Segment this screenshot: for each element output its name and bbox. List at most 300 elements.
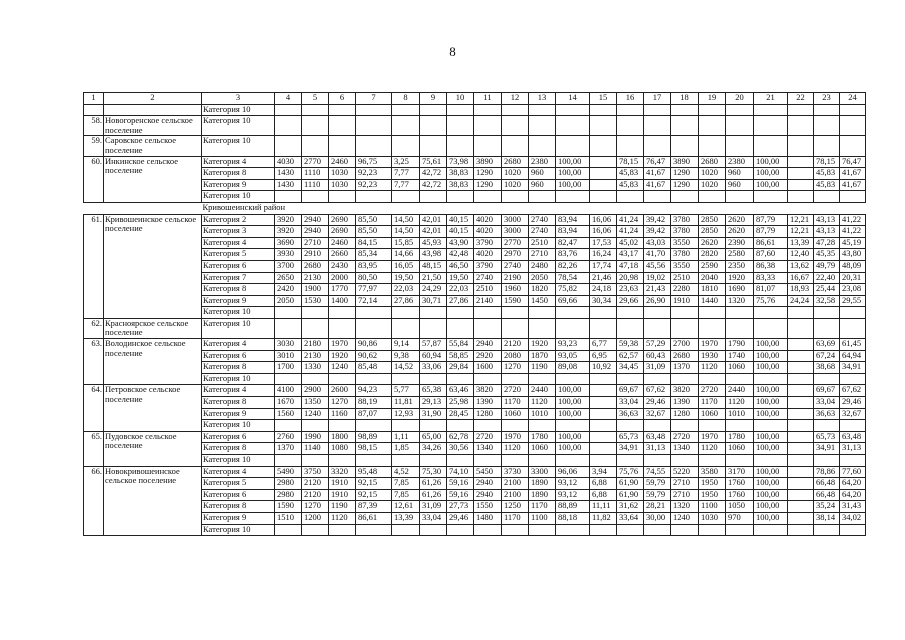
- value-cell: 1690: [726, 284, 754, 296]
- table-row: [84, 237, 866, 249]
- value-cell: 75,82: [556, 284, 590, 296]
- value-cell: 30,34: [590, 295, 617, 307]
- value-cell: [788, 385, 814, 397]
- value-cell: 1060: [726, 362, 754, 374]
- value-cell: 1800: [329, 431, 356, 443]
- value-cell: 2740: [529, 226, 556, 238]
- value-cell: [590, 443, 617, 455]
- value-cell: 2720: [699, 385, 726, 397]
- value-cell: 33,06: [420, 362, 447, 374]
- value-cell: 75,76: [617, 466, 644, 478]
- value-cell: [590, 524, 617, 536]
- value-cell: 27,86: [447, 295, 474, 307]
- category-cell: Категория 10: [202, 373, 275, 385]
- value-cell: [302, 191, 329, 203]
- value-cell: [726, 191, 754, 203]
- value-cell: [788, 466, 814, 478]
- value-cell: 45,83: [814, 168, 840, 180]
- value-cell: [788, 455, 814, 467]
- value-cell: [644, 455, 671, 467]
- value-cell: [726, 307, 754, 319]
- value-cell: 1510: [275, 512, 302, 524]
- value-cell: 1120: [699, 443, 726, 455]
- category-cell: Категория 10: [202, 524, 275, 536]
- value-cell: [699, 116, 726, 136]
- value-cell: 2460: [329, 237, 356, 249]
- value-cell: 29,46: [644, 397, 671, 409]
- value-cell: [590, 373, 617, 385]
- value-cell: 1050: [726, 501, 754, 513]
- value-cell: 92,15: [356, 489, 392, 501]
- value-cell: [814, 191, 840, 203]
- value-cell: 78,54: [556, 272, 590, 284]
- value-cell: [356, 136, 392, 156]
- value-cell: 95,48: [356, 466, 392, 478]
- value-cell: 9,38: [392, 350, 420, 362]
- category-cell: Категория 7: [202, 272, 275, 284]
- value-cell: 100,00: [556, 431, 590, 443]
- value-cell: [788, 168, 814, 180]
- value-cell: [392, 373, 420, 385]
- settlement-name: Саровское сельское поселение: [104, 136, 202, 156]
- value-cell: [814, 373, 840, 385]
- settlement-name: Новокривошеинское сельское поселение: [104, 466, 202, 536]
- value-cell: 92,15: [356, 478, 392, 490]
- table-row: [84, 136, 866, 156]
- value-cell: 3780: [671, 226, 699, 238]
- value-cell: 61,26: [420, 478, 447, 490]
- value-cell: [699, 373, 726, 385]
- value-cell: [556, 307, 590, 319]
- value-cell: 90,86: [356, 339, 392, 351]
- column-header: 5: [302, 93, 329, 105]
- value-cell: [840, 420, 866, 432]
- value-cell: 2380: [726, 156, 754, 168]
- value-cell: 2770: [502, 237, 529, 249]
- value-cell: 7,77: [392, 168, 420, 180]
- category-cell: Категория 10: [202, 420, 275, 432]
- value-cell: 60,43: [644, 350, 671, 362]
- category-cell: Категория 6: [202, 489, 275, 501]
- value-cell: 29,66: [617, 295, 644, 307]
- value-cell: 1550: [474, 501, 502, 513]
- value-cell: [420, 524, 447, 536]
- value-cell: [699, 191, 726, 203]
- value-cell: 88,18: [556, 512, 590, 524]
- value-cell: 41,67: [644, 179, 671, 191]
- value-cell: [420, 307, 447, 319]
- value-cell: 65,38: [420, 385, 447, 397]
- district-blank-cell: [556, 202, 590, 214]
- value-cell: 1990: [302, 431, 329, 443]
- value-cell: [447, 116, 474, 136]
- value-cell: [474, 524, 502, 536]
- value-cell: 13,62: [788, 260, 814, 272]
- value-cell: [590, 420, 617, 432]
- value-cell: 1430: [275, 179, 302, 191]
- value-cell: [814, 524, 840, 536]
- value-cell: 2700: [671, 339, 699, 351]
- value-cell: 2850: [699, 214, 726, 226]
- value-cell: [840, 455, 866, 467]
- value-cell: 1290: [671, 179, 699, 191]
- value-cell: 1030: [329, 168, 356, 180]
- value-cell: 1020: [699, 168, 726, 180]
- value-cell: [392, 307, 420, 319]
- value-cell: 1200: [302, 512, 329, 524]
- value-cell: 47,28: [814, 237, 840, 249]
- value-cell: 1810: [699, 284, 726, 296]
- value-cell: 43,98: [420, 249, 447, 261]
- value-cell: 16,06: [590, 214, 617, 226]
- value-cell: 2460: [329, 156, 356, 168]
- value-cell: 22,40: [814, 272, 840, 284]
- value-cell: 12,61: [392, 501, 420, 513]
- value-cell: 6,77: [590, 339, 617, 351]
- category-cell: Категория 2: [202, 214, 275, 226]
- value-cell: [840, 116, 866, 136]
- category-cell: Категория 8: [202, 443, 275, 455]
- value-cell: 3580: [699, 466, 726, 478]
- value-cell: 27,73: [447, 501, 474, 513]
- value-cell: [302, 307, 329, 319]
- value-cell: 1030: [699, 512, 726, 524]
- value-cell: 1010: [529, 408, 556, 420]
- value-cell: [788, 478, 814, 490]
- value-cell: 1170: [529, 501, 556, 513]
- value-cell: 1160: [329, 408, 356, 420]
- value-cell: [617, 191, 644, 203]
- category-cell: Категория 10: [202, 455, 275, 467]
- value-cell: 14,66: [392, 249, 420, 261]
- value-cell: 1740: [726, 350, 754, 362]
- value-cell: 87,79: [754, 226, 788, 238]
- value-cell: 67,24: [814, 350, 840, 362]
- value-cell: 87,79: [754, 214, 788, 226]
- value-cell: 1910: [671, 295, 699, 307]
- value-cell: 2380: [529, 156, 556, 168]
- value-cell: 75,76: [754, 295, 788, 307]
- settlement-number: 66.: [84, 466, 104, 536]
- value-cell: 46,50: [447, 260, 474, 272]
- value-cell: 100,00: [754, 362, 788, 374]
- value-cell: [814, 116, 840, 136]
- value-cell: [556, 104, 590, 116]
- value-cell: [699, 524, 726, 536]
- value-cell: 3,94: [590, 466, 617, 478]
- value-cell: 26,90: [644, 295, 671, 307]
- column-header: 17: [644, 93, 671, 105]
- value-cell: 48,09: [840, 260, 866, 272]
- value-cell: [529, 104, 556, 116]
- value-cell: [392, 136, 420, 156]
- value-cell: 88,19: [356, 397, 392, 409]
- value-cell: [502, 307, 529, 319]
- category-cell: Категория 4: [202, 237, 275, 249]
- value-cell: 2720: [671, 431, 699, 443]
- value-cell: 5220: [671, 466, 699, 478]
- value-cell: [356, 307, 392, 319]
- category-cell: Категория 3: [202, 226, 275, 238]
- value-cell: 1390: [474, 397, 502, 409]
- value-cell: 16,05: [392, 260, 420, 272]
- value-cell: 85,50: [356, 226, 392, 238]
- value-cell: 24,18: [590, 284, 617, 296]
- value-cell: [529, 524, 556, 536]
- value-cell: [447, 455, 474, 467]
- table-row: [84, 318, 866, 338]
- value-cell: 2390: [726, 237, 754, 249]
- value-cell: [502, 136, 529, 156]
- value-cell: 62,78: [447, 431, 474, 443]
- value-cell: 2120: [502, 339, 529, 351]
- value-cell: 27,86: [392, 295, 420, 307]
- value-cell: 2350: [726, 260, 754, 272]
- value-cell: [590, 408, 617, 420]
- settlement-name: Петровское сельское поселение: [104, 385, 202, 431]
- value-cell: 4030: [275, 156, 302, 168]
- value-cell: [617, 373, 644, 385]
- district-blank-cell: [529, 202, 556, 214]
- value-cell: [420, 104, 447, 116]
- value-cell: 3890: [474, 156, 502, 168]
- value-cell: 59,16: [447, 489, 474, 501]
- value-cell: 19,02: [644, 272, 671, 284]
- value-cell: 1890: [529, 489, 556, 501]
- value-cell: [590, 156, 617, 168]
- value-cell: 1240: [671, 512, 699, 524]
- table-row: [84, 385, 866, 397]
- value-cell: 2590: [699, 260, 726, 272]
- column-header: 1: [84, 93, 104, 105]
- value-cell: [644, 524, 671, 536]
- settlement-name: [104, 104, 202, 116]
- value-cell: 16,24: [590, 249, 617, 261]
- value-cell: 31,43: [840, 501, 866, 513]
- value-cell: 2510: [474, 284, 502, 296]
- value-cell: 1,11: [392, 431, 420, 443]
- value-cell: [644, 136, 671, 156]
- value-cell: 1970: [699, 339, 726, 351]
- value-cell: 1590: [275, 501, 302, 513]
- value-cell: 29,46: [840, 397, 866, 409]
- value-cell: [617, 307, 644, 319]
- value-cell: 3550: [671, 260, 699, 272]
- table-row: [84, 295, 866, 307]
- district-blank-cell: [104, 202, 202, 214]
- value-cell: 63,46: [447, 385, 474, 397]
- value-cell: [275, 191, 302, 203]
- value-cell: [529, 307, 556, 319]
- value-cell: 93,23: [556, 339, 590, 351]
- value-cell: [392, 524, 420, 536]
- value-cell: [275, 455, 302, 467]
- value-cell: 67,62: [840, 385, 866, 397]
- value-cell: 100,00: [556, 156, 590, 168]
- value-cell: 85,50: [356, 214, 392, 226]
- value-cell: 1320: [671, 501, 699, 513]
- value-cell: [644, 116, 671, 136]
- value-cell: [275, 318, 302, 338]
- value-cell: [420, 373, 447, 385]
- category-cell: Категория 8: [202, 284, 275, 296]
- table-row: [84, 350, 866, 362]
- value-cell: 100,00: [754, 339, 788, 351]
- data-table: [83, 92, 866, 536]
- value-cell: 2770: [302, 156, 329, 168]
- value-cell: 38,83: [447, 179, 474, 191]
- value-cell: 45,83: [617, 179, 644, 191]
- value-cell: 89,08: [556, 362, 590, 374]
- value-cell: [329, 318, 356, 338]
- value-cell: 1350: [302, 397, 329, 409]
- value-cell: 2940: [302, 226, 329, 238]
- value-cell: [392, 191, 420, 203]
- value-cell: 1370: [671, 362, 699, 374]
- value-cell: 83,95: [356, 260, 392, 272]
- value-cell: 45,83: [814, 179, 840, 191]
- table-row: [84, 466, 866, 478]
- value-cell: [474, 455, 502, 467]
- page-number: 8: [449, 44, 456, 59]
- value-cell: 64,20: [840, 489, 866, 501]
- value-cell: [329, 373, 356, 385]
- value-cell: [788, 156, 814, 168]
- value-cell: 29,55: [840, 295, 866, 307]
- value-cell: 41,67: [644, 168, 671, 180]
- value-cell: 48,15: [420, 260, 447, 272]
- settlement-name: Володинское сельское поселение: [104, 339, 202, 385]
- value-cell: 1340: [474, 443, 502, 455]
- value-cell: [590, 397, 617, 409]
- value-cell: 41,22: [840, 214, 866, 226]
- value-cell: 61,26: [420, 489, 447, 501]
- value-cell: 2710: [671, 478, 699, 490]
- value-cell: 39,42: [644, 214, 671, 226]
- value-cell: 1120: [329, 512, 356, 524]
- value-cell: 1120: [726, 397, 754, 409]
- value-cell: 83,94: [556, 214, 590, 226]
- value-cell: [788, 420, 814, 432]
- table-row: [84, 168, 866, 180]
- value-cell: 1910: [329, 489, 356, 501]
- value-cell: 45,56: [644, 260, 671, 272]
- value-cell: 63,48: [644, 431, 671, 443]
- value-cell: 20,31: [840, 272, 866, 284]
- value-cell: [502, 104, 529, 116]
- value-cell: [788, 373, 814, 385]
- value-cell: [275, 136, 302, 156]
- value-cell: [302, 318, 329, 338]
- value-cell: [699, 420, 726, 432]
- value-cell: [556, 116, 590, 136]
- value-cell: 1760: [726, 489, 754, 501]
- value-cell: [556, 373, 590, 385]
- value-cell: 32,58: [814, 295, 840, 307]
- value-cell: 100,00: [754, 478, 788, 490]
- table-row: [84, 214, 866, 226]
- value-cell: [392, 318, 420, 338]
- value-cell: [502, 318, 529, 338]
- column-header: 6: [329, 93, 356, 105]
- value-cell: [590, 385, 617, 397]
- value-cell: [356, 420, 392, 432]
- value-cell: 1270: [502, 362, 529, 374]
- value-cell: 2050: [529, 272, 556, 284]
- value-cell: 24,29: [420, 284, 447, 296]
- value-cell: [788, 339, 814, 351]
- value-cell: 2480: [529, 260, 556, 272]
- value-cell: 2130: [302, 272, 329, 284]
- value-cell: 25,44: [814, 284, 840, 296]
- value-cell: [590, 179, 617, 191]
- value-cell: 12,93: [392, 408, 420, 420]
- value-cell: [329, 455, 356, 467]
- category-cell: Категория 8: [202, 168, 275, 180]
- value-cell: [556, 136, 590, 156]
- value-cell: [420, 318, 447, 338]
- column-header: 16: [617, 93, 644, 105]
- category-cell: Категория 9: [202, 295, 275, 307]
- value-cell: [754, 307, 788, 319]
- value-cell: [590, 191, 617, 203]
- value-cell: 1790: [726, 339, 754, 351]
- value-cell: [671, 307, 699, 319]
- value-cell: [474, 318, 502, 338]
- value-cell: 1100: [699, 501, 726, 513]
- value-cell: 1290: [474, 168, 502, 180]
- value-cell: 93,05: [556, 350, 590, 362]
- value-cell: 59,79: [644, 489, 671, 501]
- settlement-name: Кривошеинское сельское поселение: [104, 214, 202, 318]
- value-cell: 83,33: [754, 272, 788, 284]
- district-blank-cell: [474, 202, 502, 214]
- value-cell: 6,88: [590, 489, 617, 501]
- value-cell: 15,85: [392, 237, 420, 249]
- value-cell: 66,48: [814, 489, 840, 501]
- value-cell: 34,26: [420, 443, 447, 455]
- value-cell: 1250: [502, 501, 529, 513]
- value-cell: 1280: [671, 408, 699, 420]
- value-cell: 1920: [329, 350, 356, 362]
- value-cell: 76,47: [840, 156, 866, 168]
- category-cell: Категория 8: [202, 397, 275, 409]
- value-cell: 1290: [671, 168, 699, 180]
- value-cell: 12,40: [788, 249, 814, 261]
- value-cell: 3780: [671, 249, 699, 261]
- value-cell: 34,91: [617, 443, 644, 455]
- value-cell: 2600: [329, 385, 356, 397]
- value-cell: 9,14: [392, 339, 420, 351]
- value-cell: 2690: [329, 226, 356, 238]
- value-cell: 100,00: [754, 179, 788, 191]
- value-cell: 1900: [302, 284, 329, 296]
- value-cell: [814, 455, 840, 467]
- value-cell: 1060: [699, 408, 726, 420]
- value-cell: 960: [529, 168, 556, 180]
- column-header: 9: [420, 93, 447, 105]
- value-cell: [302, 104, 329, 116]
- value-cell: 1170: [502, 397, 529, 409]
- value-cell: [726, 136, 754, 156]
- value-cell: [356, 524, 392, 536]
- table-row: [84, 307, 866, 319]
- value-cell: 36,63: [617, 408, 644, 420]
- value-cell: [447, 136, 474, 156]
- value-cell: 7,77: [392, 179, 420, 191]
- value-cell: [788, 524, 814, 536]
- value-cell: 1340: [671, 443, 699, 455]
